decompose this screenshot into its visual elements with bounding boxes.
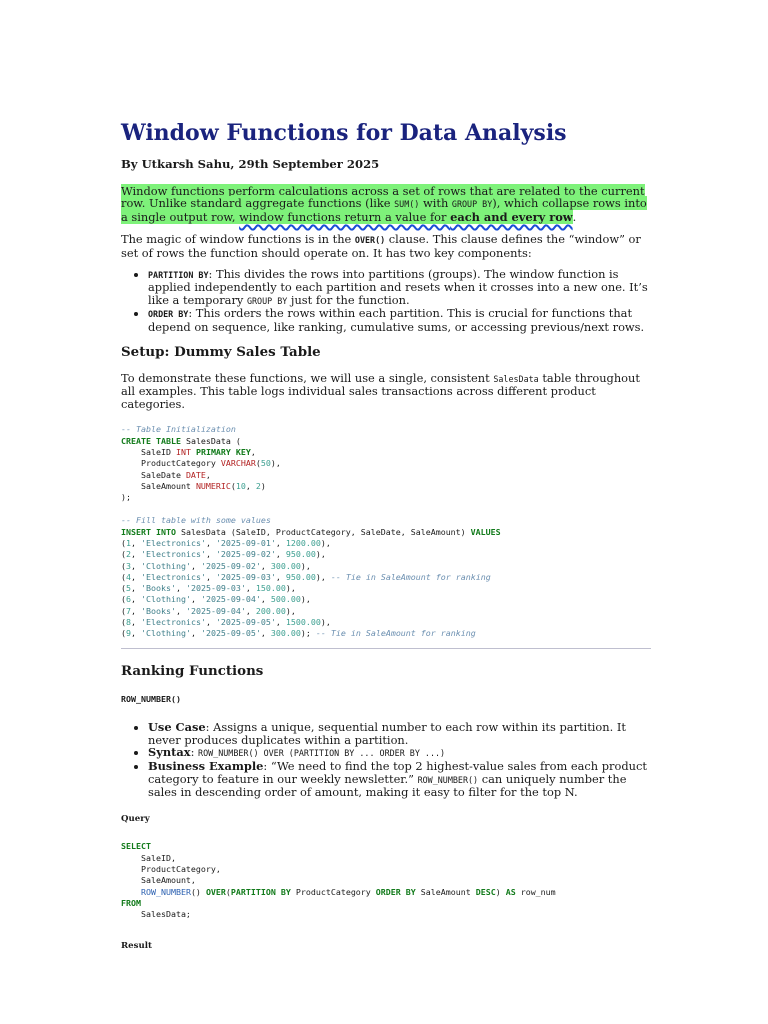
inline-code-group-by: GROUP BY (451, 199, 493, 210)
create-table-code-block: -- Table Initialization CREATE TABLE SalesData ( SaleID INT PRIMARY KEY, ProductCategory VARCHAR(50), SaleDate DATE, SaleAmount NUMERIC(10, 2) ); (121, 424, 281, 503)
setup-heading: Setup: Dummy Sales Table (121, 343, 321, 360)
list-item: • PARTITION BY: This divides the rows into partitions (groups). The window function is applied independently to each partition and resets when it crosses into a new one. It’s like a temporary GROUP BY just for the function. (148, 268, 651, 308)
intro-text: ), which collapse rows into a single output row, (121, 196, 647, 224)
byline: By Utkarsh Sahu, 29th September 2025 (121, 157, 380, 171)
document-page (121, 118, 651, 969)
list-item: • Syntax: ROW_NUMBER() OVER (PARTITION BY ... ORDER BY ...) (148, 746, 651, 760)
underlined-text: window functions return a value for each and every row (239, 209, 573, 224)
list-item: • ORDER BY: This orders the rows within each partition. This is crucial for functions that depend on sequence, like ranking, cumulative sums, or accessing previous/next rows. (148, 307, 651, 333)
setup-paragraph: To demonstrate these functions, we will use a single, consistent SalesData table throughout all examples. This table logs individual sales transactions across different product categories. (121, 370, 640, 411)
query-code-block: SELECT SaleID, ProductCategory, SaleAmount, ROW_NUMBER() OVER(PARTITION BY ProductCategory ORDER BY SaleAmount DESC) AS row_num FROM SalesData; (121, 841, 556, 920)
list-item: • Business Example: “We need to find the top 2 highest-value sales from each product category to feature in our weekly newsletter.” ROW_NUMBER() can uniquely number the sales in descending order of amount, making it easy to filter for the top N. (148, 760, 651, 799)
over-clause-paragraph: The magic of window functions is in the OVER() clause. This clause defines the “window” or set of rows the function should operate on. It has two key components: (121, 232, 641, 260)
result-label: Result (121, 941, 152, 952)
inline-code-over: OVER() (354, 235, 386, 246)
intro-text: with (419, 196, 452, 211)
page-title: Window Functions for Data Analysis (121, 120, 567, 146)
inline-code-sum: SUM() (394, 199, 420, 210)
section-divider (121, 648, 651, 649)
list-item: • Use Case: Assigns a unique, sequential number to each row within its partition. It never produces duplicates within a partition. (148, 721, 651, 746)
query-label: Query (121, 813, 150, 824)
intro-text: Window functions perform calculations across a set of rows that are related to the current row. Unlike standard aggregate functions (like (121, 183, 645, 211)
components-list (121, 268, 651, 334)
ranking-heading: Ranking Functions (121, 662, 264, 679)
bold-emphasis: each and every row (450, 209, 573, 224)
insert-values-code-block: -- Fill table with some values INSERT INTO SalesData (SaleID, ProductCategory, SaleDate, SaleAmount) VALUES (1, 'Electronics', '2025-09-01', 1200.00), (2, 'Electronics', '2025-09-02', 950.00), (3, 'Clothing', '2025-09-02', 300.00), (4, 'Electronics', '2025-09-03', 950.00), -- Tie in SaleAmount for ranking (5, 'Books', '2025-09-03', 150.00), (6, 'Clothing', '2025-09-04', 500.00), (7, 'Books', '2025-09-04', 200.00), (8, 'Electronics', '2025-09-05', 1500.00), (9, 'Clothing', '2025-09-05', 300.00); -- Tie in SaleAmount for ranking (121, 515, 501, 639)
intro-highlight-paragraph: Window functions perform calculations across a set of rows that are related to the current row. Unlike standard aggregate functions (like SUM() with GROUP BY), which collapse rows into a single output row, window functions return a value for each and every row. (121, 183, 647, 224)
row-number-list (121, 721, 651, 799)
function-label: ROW_NUMBER() (121, 693, 181, 704)
